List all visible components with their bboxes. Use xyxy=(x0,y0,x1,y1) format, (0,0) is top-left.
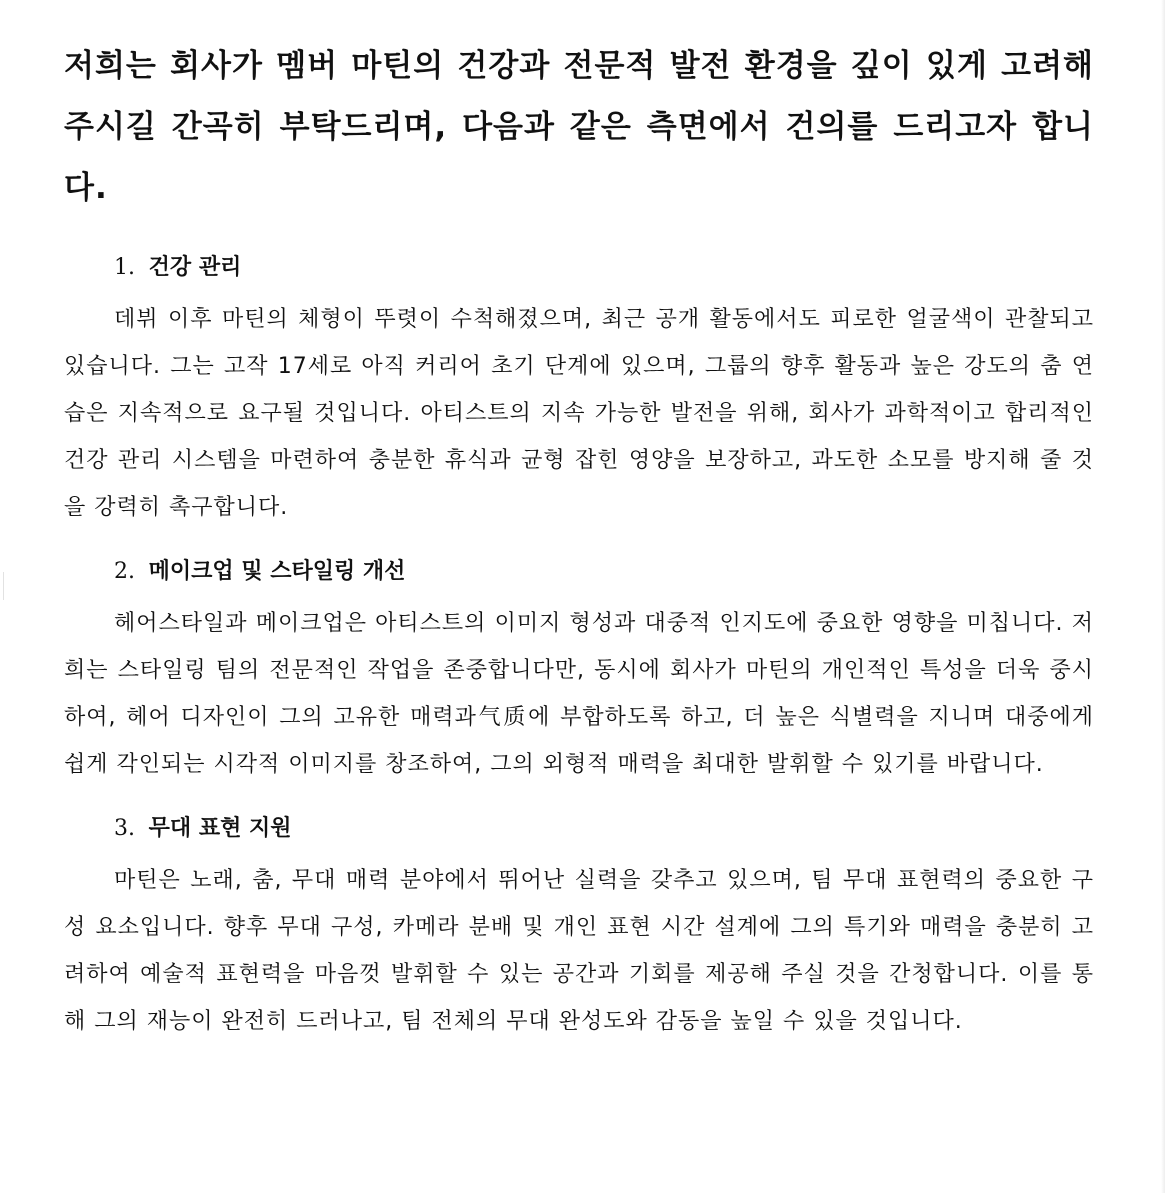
section-number: 2. xyxy=(114,559,135,584)
section-body: 마틴은 노래, 춤, 무대 매력 분야에서 뛰어난 실력을 갖추고 있으며, 팀 무대 표현력의 중요한 구성 요소입니다. 향후 무대 구성, 카메라 분배 및 개인 표현 시간 설계에 그의 특기와 매력을 충분히 고려하여 예술적 표현력을 마음껏 발휘할 수 있는 공간과 기회를 제공해 주실 것을 간청합니다. 이를 통해 그의 재능이 완전히 드러나고, 팀 전체의 무대 완성도와 감동을 높일 수 있을 것입니다. xyxy=(64,868,1094,1034)
section-body: 데뷔 이후 마틴의 체형이 뚜렷이 수척해졌으며, 최근 공개 활동에서도 피로한 얼굴색이 관찰되고 있습니다. 그는 고작 17세로 아직 커리어 초기 단계에 있으며, 그룹의 향후 활동과 높은 강도의 춤 연습은 지속적으로 요구될 것입니다. 아티스트의 지속 가능한 발전을 위해, 회사가 과학적이고 합리적인 건강 관리 시스템을 마련하여 충분한 휴식과 균형 잡힌 영양을 보장하고, 과도한 소모를 방지해 줄 것을 강력히 촉구합니다. xyxy=(64,307,1094,520)
section-title: 건강 관리 xyxy=(148,255,242,280)
section-stage xyxy=(64,815,1094,1045)
section-title: 메이크업 및 스타일링 개선 xyxy=(148,559,406,584)
section-heading xyxy=(64,558,1094,586)
section-heading xyxy=(64,815,1094,843)
section-styling xyxy=(64,558,1094,788)
section-heading xyxy=(64,254,1094,282)
section-health xyxy=(64,254,1094,531)
page-edge xyxy=(1161,0,1165,1193)
intro-paragraph: 저희는 회사가 멤버 마틴의 건강과 전문적 발전 환경을 깊이 있게 고려해 주시길 간곡히 부탁드리며, 다음과 같은 측면에서 건의를 드리고자 합니다. xyxy=(64,48,1094,206)
section-number: 3. xyxy=(114,816,135,841)
page-edge-tick xyxy=(0,572,4,600)
document-page xyxy=(64,36,1094,1045)
section-title: 무대 표현 지원 xyxy=(148,816,292,841)
section-number: 1. xyxy=(114,255,135,280)
section-body: 헤어스타일과 메이크업은 아티스트의 이미지 형성과 대중적 인지도에 중요한 영향을 미칩니다. 저희는 스타일링 팀의 전문적인 작업을 존중합니다만, 동시에 회사가 마틴의 개인적인 특성을 더욱 중시하여, 헤어 디자인이 그의 고유한 매력과气质에 부합하도록 하고, 더 높은 식별력을 지니며 대중에게 쉽게 각인되는 시각적 이미지를 창조하여, 그의 외형적 매력을 최대한 발휘할 수 있기를 바랍니다. xyxy=(64,611,1094,777)
